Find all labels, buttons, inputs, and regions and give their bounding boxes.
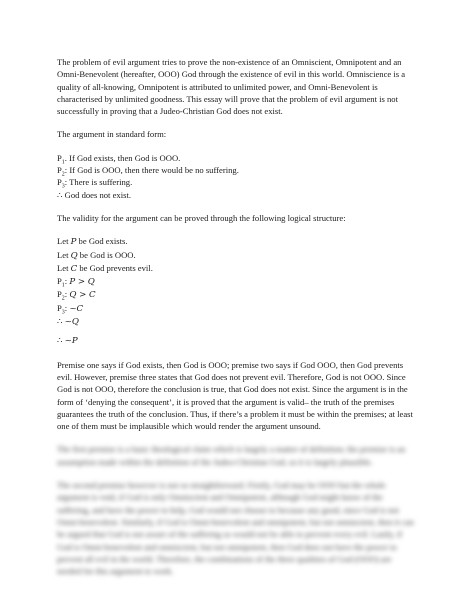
logic-expression: P > Q — [69, 277, 95, 288]
logic-step: $P_3$: ~C — [57, 302, 84, 316]
logic-step — [57, 315, 417, 328]
conclusion-text: God does not exist. — [62, 189, 131, 200]
variable-symbol: Q — [70, 250, 78, 261]
validity-heading: The validity for the argument can be proved through the following logical structure: — [57, 212, 346, 223]
premise-label: P — [57, 289, 62, 300]
premise-label: P — [57, 152, 62, 163]
logic-structure — [57, 235, 417, 347]
definition-text: be God prevents evil. — [77, 262, 153, 273]
logic-expression: ~C — [69, 303, 84, 314]
standard-form-item — [57, 176, 417, 191]
logic-step: $P_2$: Q > C — [57, 289, 96, 303]
definition-prefix: Let — [57, 249, 71, 260]
premise-text: . If God exists, then God is OOO. — [64, 152, 181, 163]
premise-label: P — [57, 177, 62, 188]
premise-label: P — [57, 276, 62, 287]
blurred-paragraph: The first premise is a basic theological claim which is largely a matter of definition; the premise is an assumption made within the definition of the Judeo-Christian God, so it is largely plausible. — [57, 444, 406, 467]
definition-item — [57, 249, 417, 262]
premise-number: 3 — [61, 184, 65, 191]
premise-number: 1 — [61, 159, 65, 166]
premise-number: 1 — [61, 282, 65, 289]
standard-form-item — [57, 164, 417, 176]
premise-label: P — [57, 302, 62, 313]
analysis-paragraph: Premise one says if God exists, then God is OOO; premise two says if God OOO, then God prevents evil. However, premise three states that God does not prevent evil. Therefore, God is not OOO. Since God is not OOO, therefore the conclusion is true, that God does not exist. Since the argument is in the form of ‘denying the consequent’, it is proved that the argument is valid– the truth of the premises guarantees the truth of the conclusion. Thus, if there’s a problem it must be within the premises; at least one of them must be implausible which would render the argument unsound. — [57, 359, 413, 432]
intro-paragraph: The problem of evil argument tries to prove the non-existence of an Omniscient, Omnipotent and an Omni-Benevolent (hereafter, OOO) God through the existence of evil in this world. Omniscience is a quality of all-knowing, Omnipotent is attributed to unlimited power, and Omni-Benevolent is characterised by unlimited goodness. This essay will prove that the problem of evil argument is not successfully in proving that a Judeo-Christian God does not exist. — [57, 57, 406, 117]
final-conclusion — [57, 334, 417, 347]
definition-prefix: Let — [57, 262, 71, 273]
standard-form-list — [57, 152, 417, 201]
premise-label: P — [57, 165, 62, 176]
premise-number: 2 — [61, 296, 65, 303]
logic-expression: ~Q — [64, 317, 79, 328]
standard-form-heading: The argument in standard form: — [57, 129, 167, 140]
conclusion-symbol: ∴ — [57, 316, 63, 327]
conclusion-symbol: ∴ — [57, 335, 63, 346]
logic-expression: ~P — [64, 336, 78, 347]
premise-text: : There is suffering. — [64, 177, 133, 188]
conclusion-symbol: ∴ — [57, 189, 63, 200]
blurred-paragraph: The second premise however is not so straightforward. Firstly, God may be OOO but the whole argument is void, if God is only Omniscient and Omnipotent, although God might know of the suffering, and have the power to help, God would not choose to because any good, since God is not Omni-benevolent. Similarly, if God is Omni-benevolent and omnipotent, but not omniscient, then it can be argued that God is not aware of the suffering so would not be able to prevent every evil. Lastly, if God is Omni-benevolent and omniscient, but not omnipotent, then God does not have the power to prevent all evil in the world. Therefore, the combinations of the three qualities of God (OOO) are needed for this argument to work. — [57, 480, 414, 577]
premise-text: : If God is OOO, then there would be no suffering. — [64, 165, 239, 176]
variable-symbol: C — [70, 263, 78, 274]
document-body — [57, 56, 417, 588]
standard-form-item — [57, 189, 417, 201]
definition-prefix: Let — [57, 236, 71, 247]
variable-symbol: P — [70, 237, 77, 248]
standard-form-item — [57, 152, 417, 164]
logic-step: $P_1$: P > Q — [57, 276, 95, 289]
blurred-preview-section — [57, 443, 417, 577]
definition-text: be God is OOO. — [77, 249, 136, 260]
premise-number: 3 — [61, 309, 65, 316]
premise-number: 2 — [61, 171, 65, 178]
definition-text: be God exists. — [76, 236, 128, 247]
definition-item — [57, 262, 417, 275]
logic-expression: Q > C — [69, 290, 96, 301]
definition-item — [57, 235, 417, 248]
